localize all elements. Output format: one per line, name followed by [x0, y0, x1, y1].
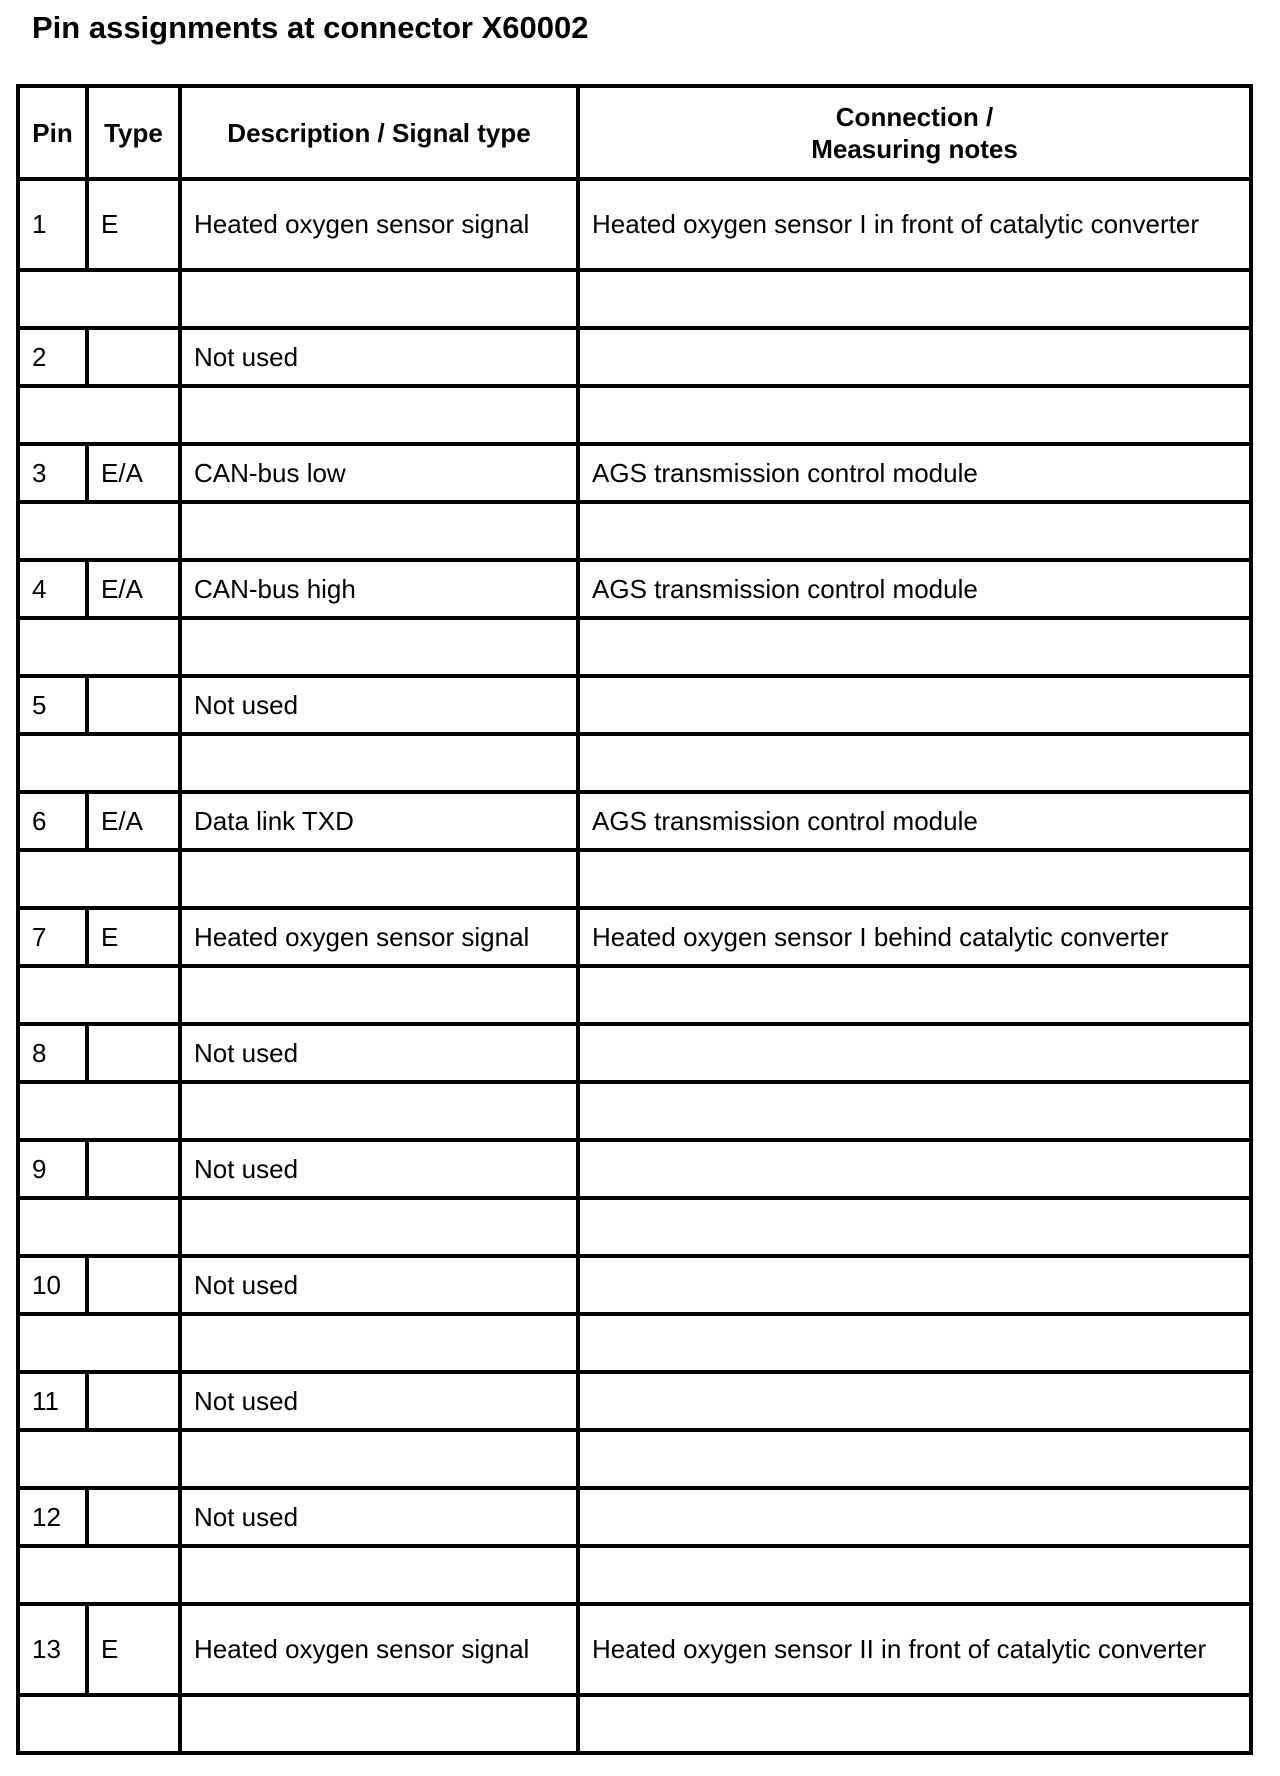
- pin-cell: 4: [18, 560, 87, 618]
- spacer-cell: [578, 1546, 1251, 1604]
- spacer-cell: [180, 386, 578, 444]
- spacer-row: [18, 1546, 1251, 1604]
- description-cell: Heated oxygen sensor signal: [180, 179, 578, 270]
- spacer-cell: [18, 386, 180, 444]
- type-cell: E/A: [87, 560, 180, 618]
- type-cell: [87, 1140, 180, 1198]
- description-cell: Not used: [180, 328, 578, 386]
- connection-cell: AGS transmission control module: [578, 560, 1251, 618]
- spacer-cell: [18, 1314, 180, 1372]
- spacer-cell: [578, 966, 1251, 1024]
- spacer-cell: [578, 1695, 1251, 1753]
- table-row: [18, 676, 1251, 734]
- table-row: [18, 1256, 1251, 1314]
- table-header-row: [18, 86, 1251, 179]
- spacer-row: [18, 966, 1251, 1024]
- description-cell: CAN-bus low: [180, 444, 578, 502]
- page-title: Pin assignments at connector X60002: [32, 10, 589, 45]
- spacer-row: [18, 850, 1251, 908]
- description-cell: Heated oxygen sensor signal: [180, 1604, 578, 1695]
- spacer-cell: [18, 1430, 180, 1488]
- spacer-cell: [578, 270, 1251, 328]
- pin-cell: 9: [18, 1140, 87, 1198]
- spacer-cell: [180, 270, 578, 328]
- spacer-cell: [180, 1314, 578, 1372]
- spacer-cell: [180, 1198, 578, 1256]
- spacer-cell: [18, 966, 180, 1024]
- pin-cell: 12: [18, 1488, 87, 1546]
- pin-cell: 11: [18, 1372, 87, 1430]
- spacer-row: [18, 734, 1251, 792]
- table-row: [18, 1488, 1251, 1546]
- spacer-cell: [180, 1430, 578, 1488]
- type-cell: [87, 1488, 180, 1546]
- pin-cell: 13: [18, 1604, 87, 1695]
- spacer-cell: [18, 1082, 180, 1140]
- description-cell: Not used: [180, 1256, 578, 1314]
- spacer-row: [18, 270, 1251, 328]
- table-row: [18, 444, 1251, 502]
- spacer-cell: [180, 502, 578, 560]
- connection-cell: [578, 1372, 1251, 1430]
- description-cell: Not used: [180, 1372, 578, 1430]
- type-cell: E/A: [87, 792, 180, 850]
- type-cell: [87, 676, 180, 734]
- table-row: [18, 328, 1251, 386]
- spacer-cell: [180, 618, 578, 676]
- spacer-cell: [18, 734, 180, 792]
- spacer-cell: [18, 1198, 180, 1256]
- column-header-connection: [578, 86, 1251, 179]
- connection-cell: [578, 328, 1251, 386]
- connection-cell: [578, 1024, 1251, 1082]
- description-cell: Data link TXD: [180, 792, 578, 850]
- pin-cell: 3: [18, 444, 87, 502]
- spacer-row: [18, 386, 1251, 444]
- spacer-cell: [180, 966, 578, 1024]
- spacer-cell: [578, 386, 1251, 444]
- spacer-row: [18, 618, 1251, 676]
- column-header-pin: Pin: [18, 86, 87, 179]
- pin-cell: 5: [18, 676, 87, 734]
- pin-cell: 2: [18, 328, 87, 386]
- spacer-row: [18, 1430, 1251, 1488]
- description-cell: Not used: [180, 676, 578, 734]
- connection-cell: AGS transmission control module: [578, 444, 1251, 502]
- table-row: [18, 1604, 1251, 1695]
- spacer-cell: [180, 1546, 578, 1604]
- spacer-cell: [18, 1695, 180, 1753]
- spacer-cell: [578, 1314, 1251, 1372]
- spacer-cell: [18, 618, 180, 676]
- pin-cell: 8: [18, 1024, 87, 1082]
- pin-cell: 7: [18, 908, 87, 966]
- table-row: [18, 1140, 1251, 1198]
- pin-cell: 6: [18, 792, 87, 850]
- column-header-description: Description / Signal type: [180, 86, 578, 179]
- column-header-connection-line1: Connection /: [835, 101, 994, 132]
- pin-cell: 10: [18, 1256, 87, 1314]
- spacer-cell: [18, 502, 180, 560]
- table-row: [18, 792, 1251, 850]
- description-cell: Not used: [180, 1488, 578, 1546]
- connection-cell: [578, 1256, 1251, 1314]
- spacer-cell: [18, 850, 180, 908]
- type-cell: [87, 1256, 180, 1314]
- description-cell: Not used: [180, 1024, 578, 1082]
- column-header-connection-line2: Measuring notes: [811, 133, 1018, 164]
- spacer-row: [18, 1198, 1251, 1256]
- spacer-cell: [578, 1430, 1251, 1488]
- description-cell: Not used: [180, 1140, 578, 1198]
- connection-cell: [578, 676, 1251, 734]
- description-cell: Heated oxygen sensor signal: [180, 908, 578, 966]
- table-row: [18, 560, 1251, 618]
- type-cell: [87, 1372, 180, 1430]
- type-cell: [87, 328, 180, 386]
- spacer-row: [18, 1695, 1251, 1753]
- spacer-cell: [180, 1695, 578, 1753]
- type-cell: E: [87, 179, 180, 270]
- connection-cell: Heated oxygen sensor II in front of catalytic converter: [578, 1604, 1251, 1695]
- connection-cell: Heated oxygen sensor I in front of catalytic converter: [578, 179, 1251, 270]
- table-row: [18, 179, 1251, 270]
- spacer-row: [18, 502, 1251, 560]
- spacer-cell: [180, 734, 578, 792]
- spacer-cell: [18, 1546, 180, 1604]
- connection-cell: AGS transmission control module: [578, 792, 1251, 850]
- spacer-row: [18, 1082, 1251, 1140]
- type-cell: E: [87, 1604, 180, 1695]
- pin-cell: 1: [18, 179, 87, 270]
- spacer-row: [18, 1314, 1251, 1372]
- column-header-type: Type: [87, 86, 180, 179]
- table-body: [18, 86, 1251, 1753]
- table-row: [18, 1372, 1251, 1430]
- spacer-cell: [180, 850, 578, 908]
- type-cell: E: [87, 908, 180, 966]
- spacer-cell: [578, 850, 1251, 908]
- type-cell: [87, 1024, 180, 1082]
- spacer-cell: [578, 1082, 1251, 1140]
- spacer-cell: [578, 734, 1251, 792]
- table-row: [18, 1024, 1251, 1082]
- description-cell: CAN-bus high: [180, 560, 578, 618]
- connection-cell: Heated oxygen sensor I behind catalytic converter: [578, 908, 1251, 966]
- pin-assignment-table: [16, 84, 1253, 1755]
- connection-cell: [578, 1140, 1251, 1198]
- spacer-cell: [18, 270, 180, 328]
- connection-cell: [578, 1488, 1251, 1546]
- spacer-cell: [578, 502, 1251, 560]
- table-row: [18, 908, 1251, 966]
- spacer-cell: [180, 1082, 578, 1140]
- spacer-cell: [578, 1198, 1251, 1256]
- type-cell: E/A: [87, 444, 180, 502]
- spacer-cell: [578, 618, 1251, 676]
